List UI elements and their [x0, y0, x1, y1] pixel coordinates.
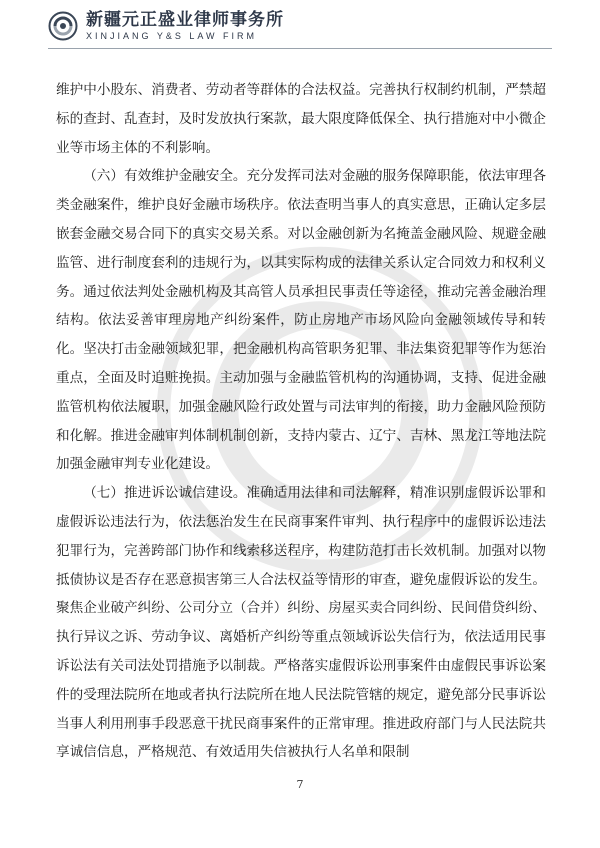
document-body — [56, 76, 546, 767]
brand-name-cn: 新疆元正盛业律师事务所 — [86, 10, 284, 30]
paragraph-continued: 维护中小股东、消费者、劳动者等群体的合法权益。完善执行权制约机制，严禁超标的查封、乱查封，及时发放执行案款，最大限度降低保全、执行措施对中小微企业等市场主体的不利影响。 — [56, 82, 546, 156]
page-header — [48, 6, 284, 46]
brand-block — [86, 10, 284, 42]
page-number: 7 — [296, 778, 304, 791]
paragraph-financial-security: （六）有效维护金融安全。充分发挥司法对金融的服务保障职能，依法审理各类金融案件，维护良好金融市场秩序。依法查明当事人的真实意思，正确认定多层嵌套金融交易合同下的真实交易关系。对以金融创新为名掩盖金融风险、规避金融监管、进行制度套利的违规行为，以其实际构成的法律关系认定合同效力和权利义务。通过依法判处金融机构及其高管人员承担民事责任等途径，推动完善金融治理结构。依法妥善审理房地产纠纷案件，防止房地产市场风险向金融领域传导和转化。坚决打击金融领域犯罪，把金融机构高管职务犯罪、非法集资犯罪等作为惩治重点，全面及时追赃挽损。主动加强与金融监管机构的沟通协调，支持、促进金融监管机构依法履职，加强金融风险行政处置与司法审判的衔接，助力金融风险预防和化解。推进金融审判体制机制创新，支持内蒙古、辽宁、吉林、黑龙江等地法院加强金融审判专业化建设。 — [56, 168, 546, 473]
law-firm-logo-icon — [48, 11, 78, 41]
paragraph-litigation-integrity: （七）推进诉讼诚信建设。准确适用法律和司法解释，精准识别虚假诉讼罪和虚假诉讼违法行为，依法惩治发生在民商事案件审判、执行程序中的虚假诉讼违法犯罪行为，完善跨部门协作和线索移送程序，构建防范打击长效机制。加强对以物抵债协议是否存在恶意损害第三人合法权益等情形的审查，避免虚假诉讼的发生。聚焦企业破产纠纷、公司分立（合并）纠纷、房屋买卖合同纠纷、民间借贷纠纷、执行异议之诉、劳动争议、离婚析产纠纷等重点领域诉讼失信行为，依法适用民事诉讼法有关司法处罚措施予以制裁。严格落实虚假诉讼刑事案件由虚假民事诉讼案件的受理法院所在地或者执行法院所在地人民法院管辖的规定，避免部分民事诉讼当事人利用刑事手段恶意干扰民商事案件的正常审理。推进政府部门与人民法院共享诚信信息，严格规范、有效适用失信被执行人名单和限制 — [56, 485, 546, 761]
brand-name-en: XINJIANG Y&S LAW FIRM — [86, 31, 258, 41]
header-divider — [48, 48, 552, 49]
